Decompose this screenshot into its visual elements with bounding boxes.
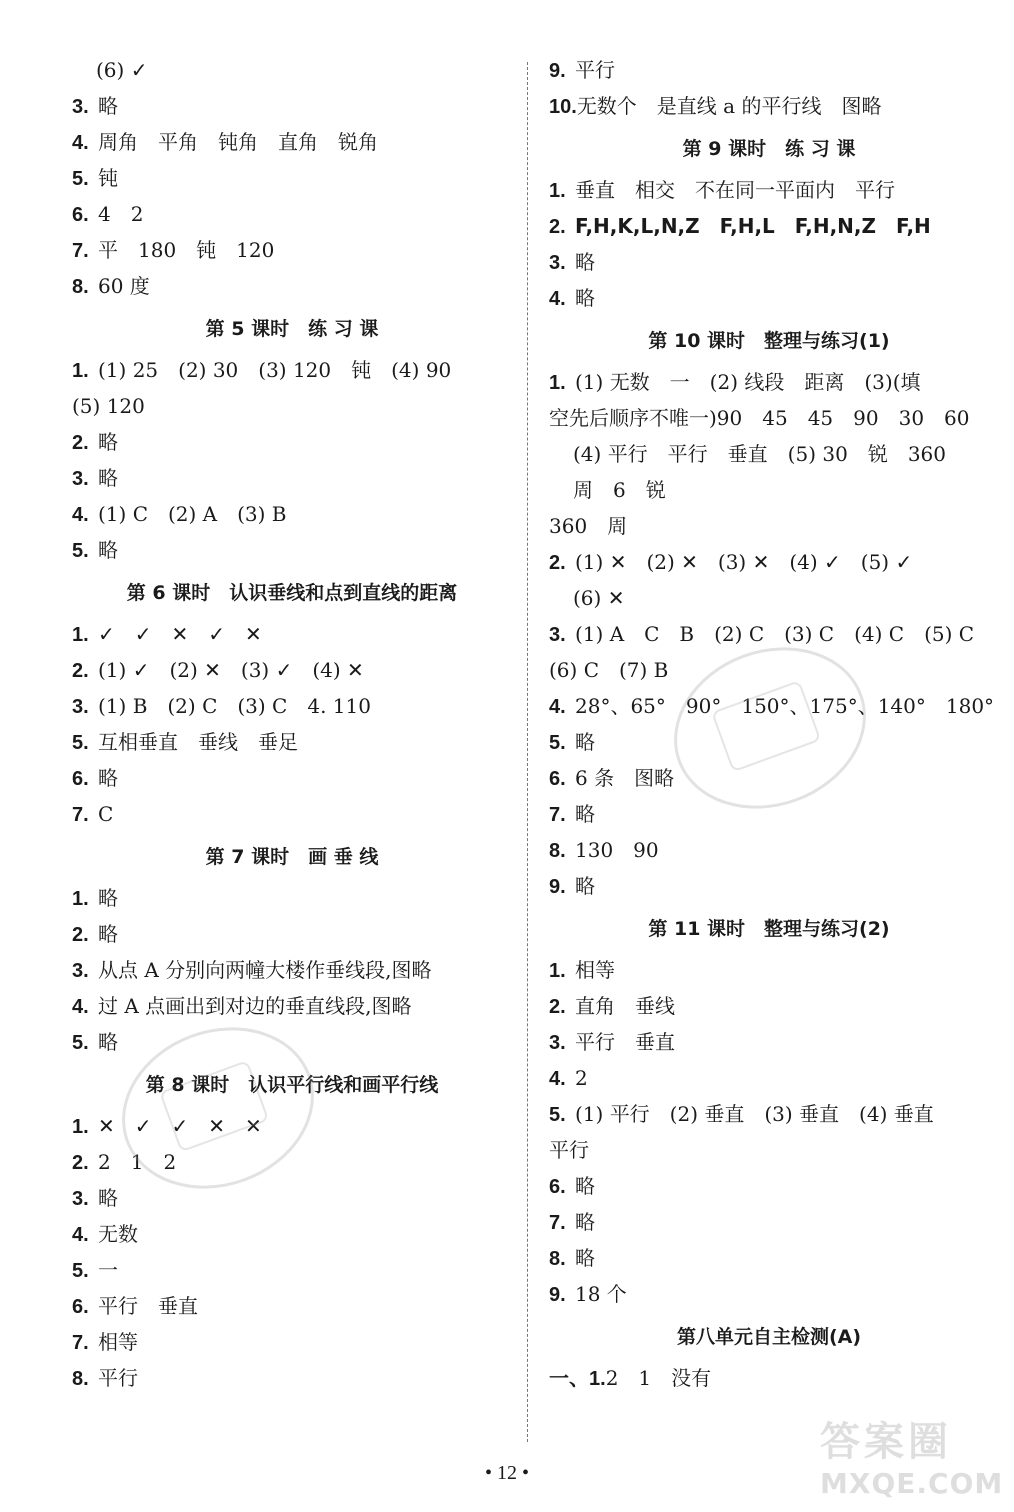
answer-text: 互相垂直 垂线 垂足: [98, 730, 298, 754]
answer-line: [72, 160, 512, 196]
question-number: 8.: [72, 1368, 89, 1390]
answer-text: 垂直 相交 不在同一平面内 平行: [575, 178, 895, 202]
answer-text: 略: [98, 766, 118, 790]
answer-text: 平行: [575, 58, 615, 82]
answer-text: 略: [98, 430, 118, 454]
answer-text: 平行: [549, 1138, 589, 1162]
question-number: 1.: [549, 372, 566, 394]
answer-text: 略: [575, 250, 595, 274]
section-heading: 第 5 课时 练 习 课: [205, 318, 379, 340]
answer-text: (1) ✓ (2) ✕ (3) ✓ (4) ✕: [98, 658, 364, 682]
answer-line: [72, 616, 512, 652]
question-number: 6.: [72, 1296, 89, 1318]
answer-text: 钝: [98, 166, 118, 190]
answer-line: [72, 652, 512, 688]
answer-text: 平 180 钝 120: [98, 238, 275, 262]
answer-line: [72, 688, 512, 724]
answer-line: [549, 1240, 989, 1276]
answer-text: F,H,K,L,N,Z F,H,L F,H,N,Z F,H: [575, 214, 931, 238]
answer-text: (6) ✓: [96, 58, 148, 82]
question-number: 1.: [72, 888, 89, 910]
question-number: 8.: [72, 276, 89, 298]
answer-text: (1) 平行 (2) 垂直 (3) 垂直 (4) 垂直: [575, 1102, 934, 1126]
question-number: 10.: [549, 96, 577, 118]
answer-line: [549, 508, 989, 544]
answer-text: 略: [575, 730, 595, 754]
answer-line: [72, 196, 512, 232]
answer-line: [549, 952, 989, 988]
answer-text: (1) ✕ (2) ✕ (3) ✕ (4) ✓ (5) ✓: [575, 550, 913, 574]
answer-line: [549, 616, 989, 652]
answer-text: ✓ ✓ ✕ ✓ ✕: [98, 622, 262, 646]
question-number: 5.: [549, 732, 566, 754]
answer-text: 略: [98, 538, 118, 562]
answer-line: [549, 1132, 989, 1168]
answer-text: 60 度: [98, 274, 150, 298]
answer-line: [72, 52, 512, 88]
answer-text: 略: [98, 1030, 118, 1054]
answer-text: 略: [575, 1246, 595, 1270]
question-number: 2.: [549, 996, 566, 1018]
answer-line: [549, 1204, 989, 1240]
answer-text: 130 90: [575, 838, 659, 862]
answer-text: 2: [575, 1066, 588, 1090]
watermark-url: MXQE.COM: [820, 1467, 1004, 1500]
section-heading: 第 11 课时 整理与练习(2): [648, 918, 890, 940]
answer-text: 略: [98, 466, 118, 490]
answer-line: [549, 988, 989, 1024]
question-number: 3.: [549, 1032, 566, 1054]
question-number: 1.: [549, 960, 566, 982]
question-number: 4.: [549, 1068, 566, 1090]
question-number: 2.: [72, 1152, 89, 1174]
answer-line: [72, 1288, 512, 1324]
answer-text: 略: [98, 922, 118, 946]
answer-text: (4) 平行 平行 垂直 (5) 30 锐 360: [573, 442, 946, 466]
answer-line: [72, 1324, 512, 1360]
answer-line: [549, 400, 989, 436]
answer-line: [72, 268, 512, 304]
answer-text: 略: [575, 1210, 595, 1234]
answer-text: 周角 平角 钝角 直角 锐角: [98, 130, 378, 154]
question-number: 7.: [72, 1332, 89, 1354]
answer-text: 无数个 是直线 a 的平行线 图略: [576, 94, 882, 118]
answer-text: 平行 垂直: [98, 1294, 198, 1318]
answer-text: 略: [98, 886, 118, 910]
question-number: 4.: [72, 1224, 89, 1246]
answer-line: [549, 280, 989, 316]
question-number: 5.: [72, 540, 89, 562]
question-number: 5.: [72, 732, 89, 754]
question-number: 7.: [72, 804, 89, 826]
answer-line: [549, 364, 989, 400]
question-number: 6.: [549, 768, 566, 790]
question-number: 6.: [72, 768, 89, 790]
answer-line: [72, 952, 512, 988]
answer-line: [549, 868, 989, 904]
answer-line: [72, 460, 512, 496]
answer-line: [72, 424, 512, 460]
question-number: 4.: [72, 504, 89, 526]
question-number: 2.: [72, 660, 89, 682]
question-number: 7.: [72, 240, 89, 262]
question-number: 1.: [72, 624, 89, 646]
answer-line: [72, 124, 512, 160]
left-column: [72, 52, 512, 1396]
answer-text: (6) C (7) B: [549, 658, 669, 682]
question-number: 1.: [549, 180, 566, 202]
answer-line: [549, 580, 989, 616]
answer-text: 略: [575, 802, 595, 826]
question-number: 4.: [549, 288, 566, 310]
question-number: 3.: [549, 624, 566, 646]
answer-text: 2 1 没有: [605, 1366, 712, 1390]
answer-text: 从点 A 分别向两幢大楼作垂线段,图略: [98, 958, 432, 982]
section-heading: 第 8 课时 认识平行线和画平行线: [145, 1074, 439, 1096]
answer-text: (1) C (2) A (3) B: [98, 502, 287, 526]
answer-line: [549, 1096, 989, 1132]
section-heading: 第 7 课时 画 垂 线: [205, 846, 379, 868]
answer-text: (6) ✕: [573, 586, 625, 610]
answer-text: 相等: [98, 1330, 138, 1354]
answer-text: ✕ ✓ ✓ ✕ ✕: [98, 1114, 262, 1138]
answer-line: [72, 880, 512, 916]
answer-line: [72, 1252, 512, 1288]
answer-line: [549, 1024, 989, 1060]
answer-line: [72, 388, 512, 424]
question-number: 7.: [549, 1212, 566, 1234]
question-number: 9.: [549, 1284, 566, 1306]
answer-text: 平行 垂直: [575, 1030, 675, 1054]
question-number: 4.: [72, 132, 89, 154]
answer-text: 无数: [98, 1222, 138, 1246]
question-number: 5.: [549, 1104, 566, 1126]
question-number: 2.: [549, 552, 566, 574]
answer-line: [549, 544, 989, 580]
answer-text: (1) B (2) C (3) C 4. 110: [98, 694, 371, 718]
question-number: 4.: [549, 696, 566, 718]
question-number: 2.: [72, 924, 89, 946]
answer-line: [72, 496, 512, 532]
watermark-logo-text: 答案圈: [820, 1419, 952, 1465]
answer-text: 略: [98, 94, 118, 118]
answer-line: [72, 988, 512, 1024]
answer-text: (1) A C B (2) C (3) C (4) C (5) C: [575, 622, 975, 646]
answer-line: [549, 472, 989, 508]
question-number: 8.: [549, 1248, 566, 1270]
answer-text: 一: [98, 1258, 118, 1282]
question-number: 1.: [72, 1116, 89, 1138]
section-heading: 第 10 课时 整理与练习(1): [648, 330, 890, 352]
answer-text: 略: [575, 874, 595, 898]
answer-line: [72, 796, 512, 832]
site-watermark: [820, 1410, 1010, 1510]
answer-text: 直角 垂线: [575, 994, 675, 1018]
answer-text: 略: [575, 1174, 595, 1198]
question-number: 3.: [72, 468, 89, 490]
question-number: 3.: [72, 960, 89, 982]
answer-line: [72, 352, 512, 388]
answer-line: [549, 1060, 989, 1096]
question-number: 9.: [549, 60, 566, 82]
question-number: 2.: [72, 432, 89, 454]
answer-line: [549, 1360, 989, 1396]
answer-line: [549, 1168, 989, 1204]
answer-text: 空先后顺序不唯一)90 45 45 90 30 60: [549, 406, 970, 430]
answer-line: [72, 1360, 512, 1396]
question-number: 1.: [72, 360, 89, 382]
answer-text: (5) 120: [72, 394, 145, 418]
answer-line: [72, 1180, 512, 1216]
column-divider: [527, 62, 528, 1442]
answer-text: (1) 无数 一 (2) 线段 距离 (3)(填: [575, 370, 921, 394]
answer-line: [549, 1276, 989, 1312]
answer-line: [72, 88, 512, 124]
section-heading: 第 9 课时 练 习 课: [682, 138, 856, 160]
answer-text: 2 1 2: [98, 1150, 177, 1174]
answer-text: 360 周: [549, 514, 628, 538]
answer-line: [549, 436, 989, 472]
answer-line: [549, 244, 989, 280]
answer-text: 略: [575, 286, 595, 310]
answer-text: 6 条 图略: [575, 766, 675, 790]
question-number: 3.: [72, 1188, 89, 1210]
question-number: 6.: [549, 1176, 566, 1198]
answer-line: [549, 208, 989, 244]
answer-line: [72, 232, 512, 268]
answer-line: [549, 172, 989, 208]
question-number: 一、1.: [549, 1368, 606, 1390]
answer-line: [549, 52, 989, 88]
question-number: 3.: [549, 252, 566, 274]
question-number: 5.: [72, 1032, 89, 1054]
question-number: 4.: [72, 996, 89, 1018]
question-number: 3.: [72, 696, 89, 718]
question-number: 9.: [549, 876, 566, 898]
answer-line: [72, 760, 512, 796]
answer-text: 4 2: [98, 202, 144, 226]
question-number: 3.: [72, 96, 89, 118]
answer-text: 平行: [98, 1366, 138, 1390]
answer-text: C: [98, 802, 114, 826]
answer-line: [72, 1216, 512, 1252]
answer-text: (1) 25 (2) 30 (3) 120 钝 (4) 90: [98, 358, 452, 382]
answer-text: 略: [98, 1186, 118, 1210]
section-heading: 第八单元自主检测(A): [676, 1326, 862, 1348]
question-number: 5.: [72, 1260, 89, 1282]
answer-text: 相等: [575, 958, 615, 982]
answer-line: [72, 916, 512, 952]
answer-text: 过 A 点画出到对边的垂直线段,图略: [98, 994, 412, 1018]
answer-text: 18 个: [575, 1282, 627, 1306]
answer-line: [549, 88, 989, 124]
page-number: • 12 •: [484, 1462, 529, 1484]
question-number: 2.: [549, 216, 566, 238]
question-number: 8.: [549, 840, 566, 862]
answer-text: 周 6 锐: [573, 478, 666, 502]
question-number: 7.: [549, 804, 566, 826]
question-number: 5.: [72, 168, 89, 190]
answer-line: [72, 724, 512, 760]
section-heading: 第 6 课时 认识垂线和点到直线的距离: [126, 582, 458, 604]
question-number: 6.: [72, 204, 89, 226]
answer-line: [549, 832, 989, 868]
answer-text: 28°、65° 90° 150°、175°、140° 180°: [575, 694, 995, 718]
answer-line: [72, 532, 512, 568]
